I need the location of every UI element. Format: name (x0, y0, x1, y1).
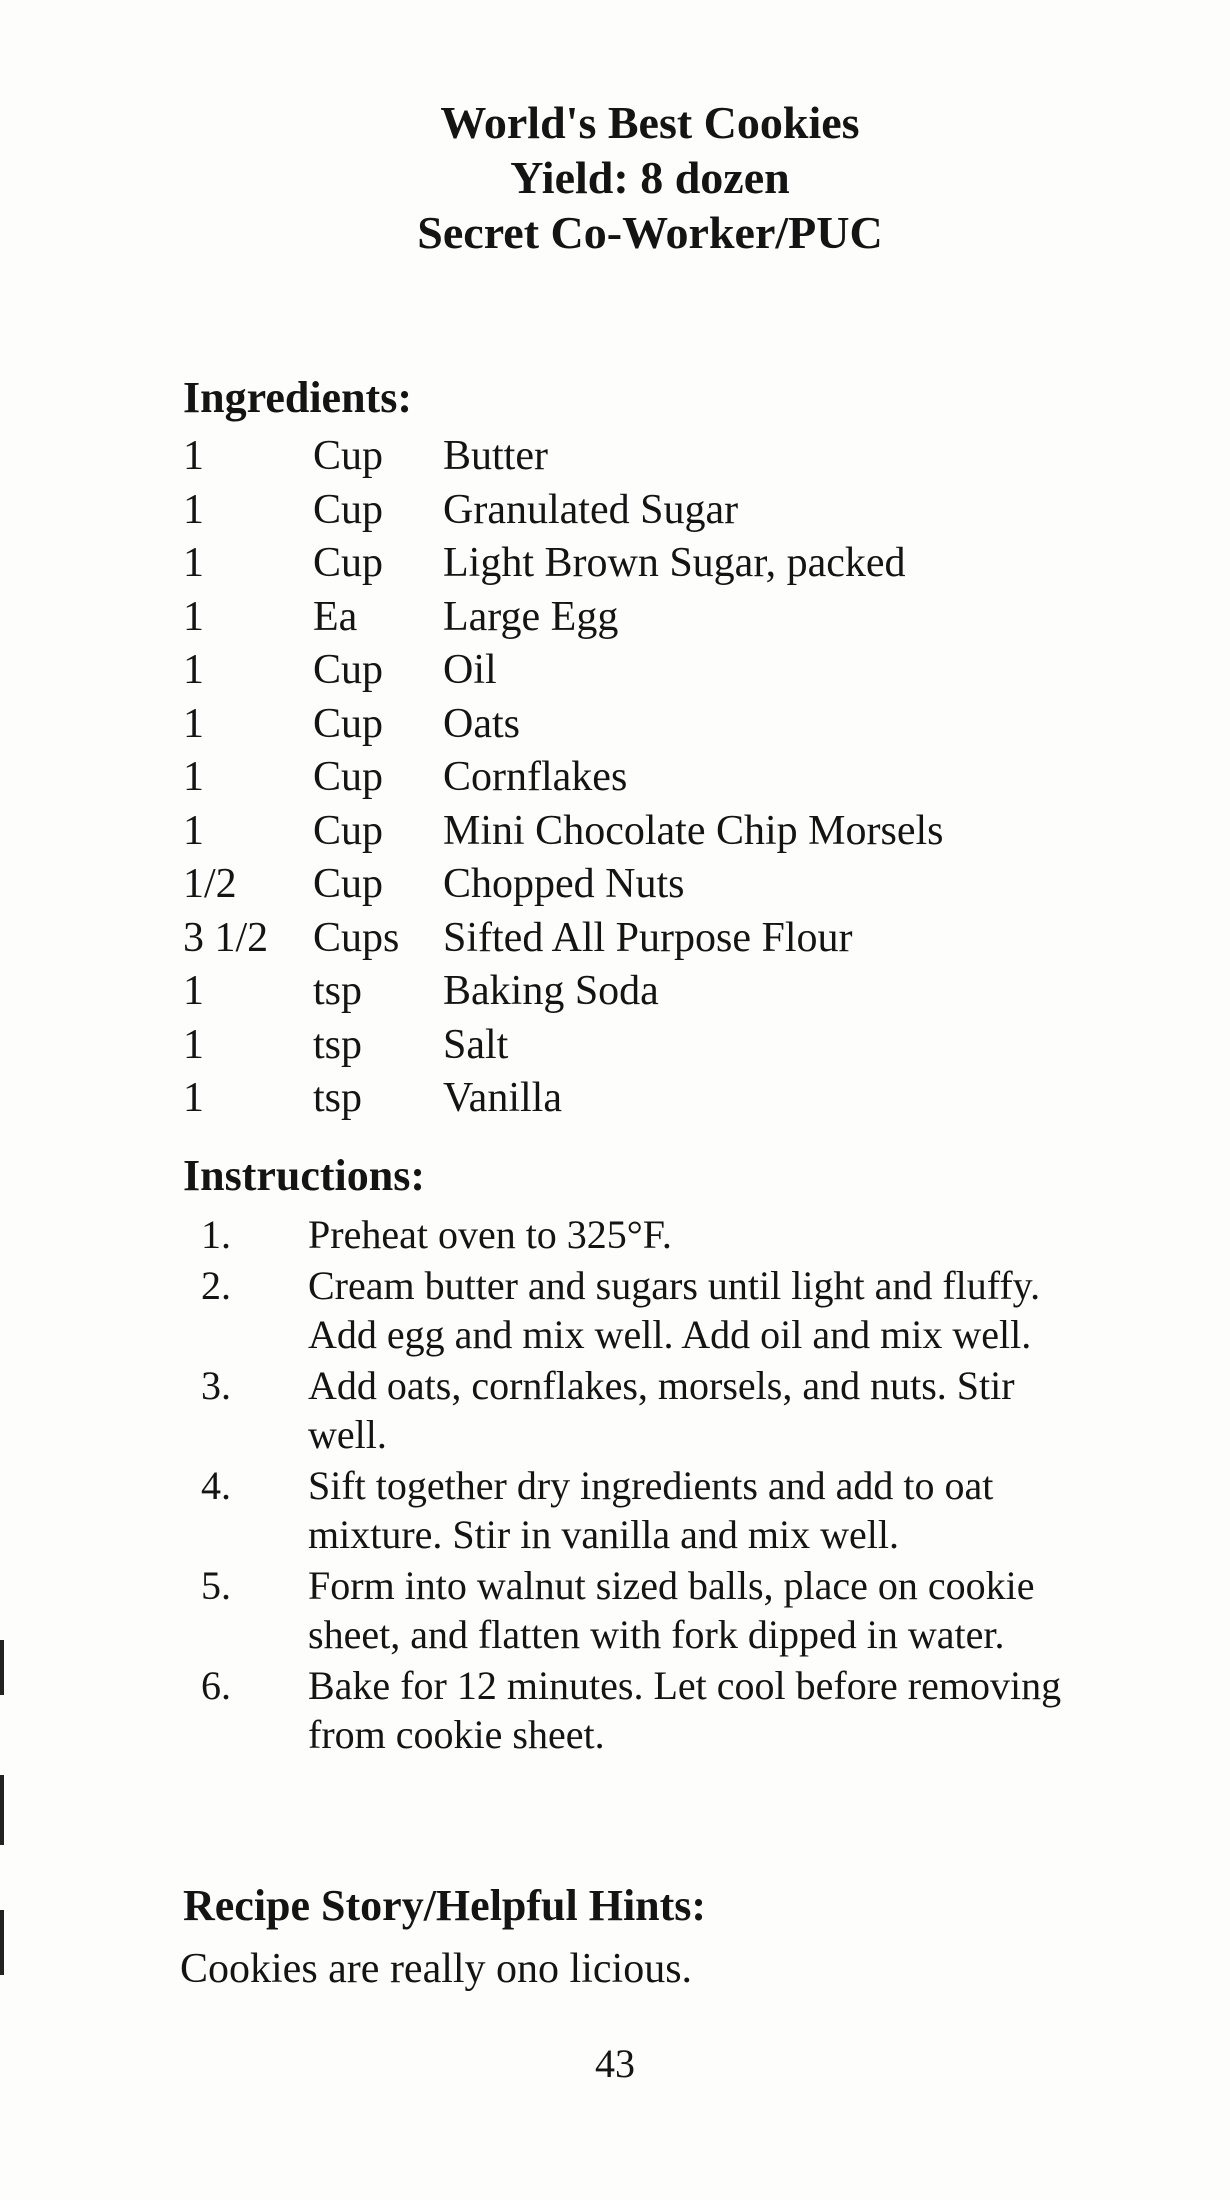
ingredient-name: Granulated Sugar (443, 486, 739, 533)
ingredient-name: Oats (443, 700, 520, 747)
step-number: 3. (201, 1363, 231, 1408)
ingredient-name: Mini Chocolate Chip Morsels (443, 807, 944, 854)
ingredient-unit: tsp (313, 1021, 363, 1068)
ingredient-qty: 1/2 (183, 861, 237, 907)
ingredient-unit: Cups (313, 914, 400, 961)
ingredient-unit: Ea (313, 593, 358, 640)
ingredient-unit: tsp (313, 1075, 363, 1121)
ingredient-name: Large Egg (443, 593, 619, 640)
step-text: Sift together dry ingredients and add to oat mixture. Stir in vanilla and mix well. (308, 1463, 994, 1557)
step-text: Preheat oven to 325°F. (308, 1212, 672, 1257)
step-number: 2. (201, 1263, 231, 1308)
ingredient-unit: Cup (313, 700, 384, 747)
instruction-step (183, 1461, 1063, 1559)
instruction-step (183, 1261, 1063, 1359)
instructions-heading: Instructions: (183, 1151, 426, 1200)
ingredient-qty: 1 (183, 1021, 204, 1068)
ingredient-qty: 3 1/2 (183, 914, 269, 961)
recipe-title: World's Best Cookies (440, 97, 860, 148)
ingredient-name: Butter (443, 433, 548, 479)
ingredient-qty: 1 (183, 754, 204, 800)
instruction-step (183, 1361, 1063, 1459)
step-text: Cream butter and sugars until light and fluffy. Add egg and mix well. Add oil and mix well. (308, 1263, 1041, 1357)
ingredient-name: Light Brown Sugar, packed (443, 540, 906, 586)
ingredient-unit: Cup (313, 433, 384, 479)
instruction-step (183, 1561, 1063, 1659)
story-heading: Recipe Story/Helpful Hints: (183, 1881, 707, 1930)
ingredient-qty: 1 (183, 807, 204, 854)
ingredient-qty: 1 (183, 486, 204, 533)
ingredient-name: Oil (443, 647, 497, 693)
ingredient-qty: 1 (183, 700, 204, 747)
ingredient-name: Sifted All Purpose Flour (443, 914, 853, 961)
binding-edge-mark (0, 1775, 4, 1845)
ingredient-qty: 1 (183, 647, 204, 693)
step-number: 1. (201, 1212, 231, 1257)
binding-edge-mark (0, 1640, 4, 1695)
ingredient-name: Baking Soda (443, 968, 659, 1014)
recipe-yield: Yield: 8 dozen (510, 152, 790, 203)
step-text: Bake for 12 minutes. Let cool before removing from cookie sheet. (308, 1663, 1062, 1757)
ingredient-qty: 1 (183, 1075, 204, 1121)
step-number: 6. (201, 1663, 231, 1708)
step-number: 5. (201, 1563, 231, 1608)
step-text: Form into walnut sized balls, place on cookie sheet, and flatten with fork dipped in water. (308, 1563, 1035, 1657)
ingredients-heading: Ingredients: (183, 373, 412, 422)
title-block (340, 95, 960, 260)
story-text: Cookies are really ono licious. (180, 1946, 693, 1992)
step-text: Add oats, cornflakes, morsels, and nuts. Stir well. (308, 1363, 1015, 1457)
instruction-step (183, 1661, 1063, 1759)
ingredient-qty: 1 (183, 540, 204, 586)
binding-edge-mark (0, 1910, 4, 1975)
ingredient-name: Salt (443, 1021, 509, 1068)
instructions-list (183, 1210, 1063, 1761)
ingredient-unit: Cup (313, 647, 384, 693)
ingredient-unit: Cup (313, 540, 384, 586)
ingredient-unit: Cup (313, 807, 384, 854)
page-number: 43 (595, 2041, 635, 2086)
ingredient-unit: Cup (313, 861, 384, 907)
recipe-author: Secret Co-Worker/PUC (417, 207, 883, 258)
ingredient-qty: 1 (183, 593, 204, 640)
ingredient-qty: 1 (183, 968, 204, 1014)
ingredient-unit: Cup (313, 486, 384, 533)
ingredient-name: Chopped Nuts (443, 861, 685, 907)
ingredient-qty: 1 (183, 433, 204, 479)
ingredient-unit: tsp (313, 968, 363, 1014)
step-number: 4. (201, 1463, 231, 1508)
ingredient-name: Cornflakes (443, 754, 628, 800)
ingredient-name: Vanilla (443, 1075, 562, 1121)
instruction-step (183, 1210, 1063, 1259)
ingredient-unit: Cup (313, 754, 384, 800)
